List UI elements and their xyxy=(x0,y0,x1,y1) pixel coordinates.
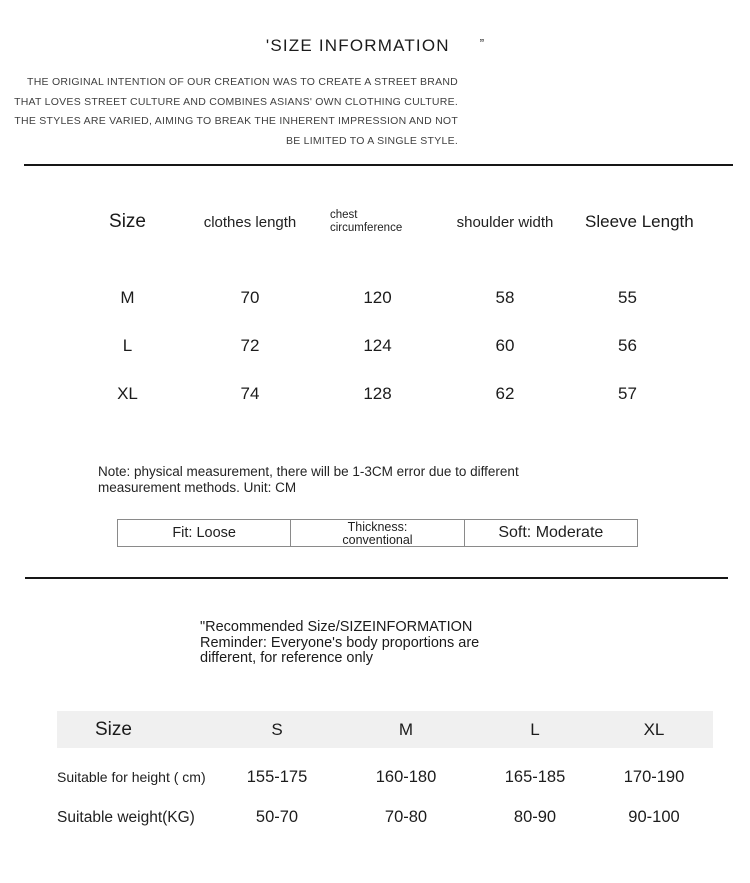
size-table-row-xl xyxy=(85,378,670,410)
cell-shoulder-width: 58 xyxy=(495,288,515,307)
cell-sleeve-length: 55 xyxy=(618,288,637,307)
size-table-row-l xyxy=(85,330,670,362)
size-table-header-clothes-length: clothes length xyxy=(203,213,297,231)
height-value-xl: 170-190 xyxy=(623,767,685,786)
height-value-l: 165-185 xyxy=(504,767,566,786)
divider-line-bottom xyxy=(25,577,728,579)
cell-chest-circumference: 124 xyxy=(363,336,392,355)
cell-chest-circumference: 128 xyxy=(363,384,392,403)
cell-clothes-length: 70 xyxy=(240,288,260,307)
cell-chest-circumference: 120 xyxy=(363,288,392,307)
cell-shoulder-width: 60 xyxy=(495,336,515,355)
fit-value: Fit: Loose xyxy=(172,525,236,541)
page-title: 'SIZE INFORMATION xyxy=(265,36,450,55)
recommend-row-height xyxy=(57,758,713,796)
cell-sleeve-length: 57 xyxy=(618,384,637,403)
cell-sleeve-length: 56 xyxy=(618,336,637,355)
weight-value-xl: 90-100 xyxy=(628,807,680,826)
recommend-header-xl: XL xyxy=(643,719,665,739)
fit-attribute-cell xyxy=(118,520,290,546)
weight-value-s: 50-70 xyxy=(255,807,299,826)
recommend-header-s: S xyxy=(271,719,283,739)
closing-quote-mark: ” xyxy=(479,36,485,51)
recommend-row-weight xyxy=(57,804,713,830)
size-table-header-size: Size xyxy=(109,211,146,232)
softness-attribute-cell xyxy=(464,520,637,546)
cell-clothes-length: 72 xyxy=(240,336,260,355)
measurement-note: Note: physical measurement, there will be 1-3CM error due to different measurement methods. Unit: CM xyxy=(98,464,519,495)
recommend-table-header-row xyxy=(57,711,713,748)
size-table-header-shoulder-width: shoulder width xyxy=(456,213,554,231)
brand-intro-text: THE ORIGINAL INTENTION OF OUR CREATION WAS TO CREATE A STREET BRAND THAT LOVES STREET CULTURE AND COMBINES ASIANS' OWN CLOTHING CULTURE. THE STYLES ARE VARIED, AIMING TO BREAK THE INHERENT IMPRESSION AND NOT BE LIMITED TO A SINGLE STYLE. xyxy=(14,76,458,147)
size-table-header-row xyxy=(85,201,694,243)
size-table-header-chest-circumference: chest circumference xyxy=(330,209,403,234)
cell-size: M xyxy=(120,288,135,307)
recommended-size-reminder: "Recommended Size/SIZEINFORMATION Reminder: Everyone's body proportions are different, for reference only xyxy=(200,619,480,666)
weight-value-l: 80-90 xyxy=(513,807,557,826)
weight-value-m: 70-80 xyxy=(384,807,428,826)
cell-shoulder-width: 62 xyxy=(495,384,515,403)
weight-row-label: Suitable weight(KG) xyxy=(57,808,195,826)
height-row-label: Suitable for height ( cm) xyxy=(57,768,206,785)
thickness-attribute-cell xyxy=(290,520,463,546)
cell-size: L xyxy=(122,336,133,355)
divider-line-top xyxy=(24,164,733,166)
cell-size: XL xyxy=(117,384,138,403)
softness-value: Soft: Moderate xyxy=(498,524,604,541)
recommend-header-size: Size xyxy=(95,718,132,740)
height-value-s: 155-175 xyxy=(246,767,308,786)
thickness-label: Thickness: xyxy=(347,520,408,534)
height-value-m: 160-180 xyxy=(375,767,437,786)
recommend-header-m: M xyxy=(398,719,414,739)
attribute-boxes xyxy=(117,519,638,547)
page-title-row xyxy=(0,36,750,56)
thickness-value: conventional xyxy=(342,533,413,547)
cell-clothes-length: 74 xyxy=(240,384,260,403)
size-table-header-sleeve-length: Sleeve Length xyxy=(585,212,694,231)
size-table-row-m xyxy=(85,282,670,314)
recommend-header-l: L xyxy=(530,719,540,739)
